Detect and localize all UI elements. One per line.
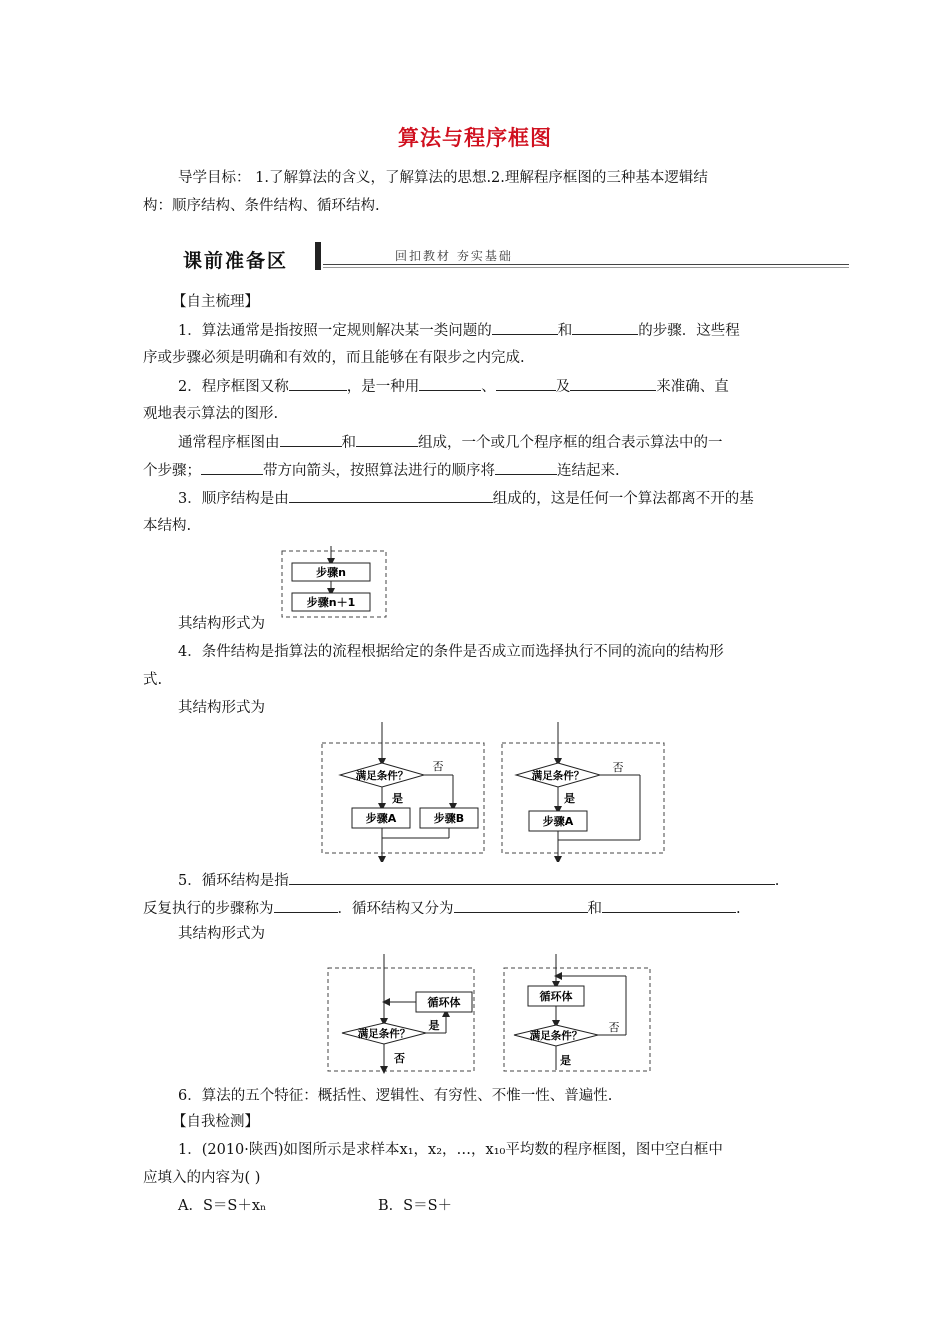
blank	[201, 460, 263, 475]
blank	[570, 376, 656, 391]
text: 和	[557, 323, 573, 339]
text: 和	[341, 435, 356, 451]
item-2b-line-2	[143, 460, 620, 481]
no-label: 否	[608, 1021, 620, 1034]
step-n-label: 步骤n	[316, 566, 346, 579]
step-a-label: 步骤A	[365, 812, 397, 825]
item-5-line-1	[178, 870, 779, 891]
blank	[492, 320, 558, 335]
banner-rule-thin	[323, 267, 849, 268]
banner-box	[177, 242, 321, 270]
banner-subtitle: 回扣教材 夯实基础	[395, 249, 513, 263]
dashed-frame	[322, 743, 484, 853]
condition-label: 满足条件？	[355, 770, 409, 782]
condition-label: 满足条件？	[357, 1028, 411, 1040]
question-1-line-1: 1．(2010·陕西)如图所示是求样本x₁，x₂，…，x₁₀平均数的程序框图，图中空白框中	[178, 1142, 723, 1158]
item-4-line-2: 式.	[143, 672, 163, 688]
item-5-line-2	[143, 898, 741, 919]
yes-label: 是	[564, 792, 575, 805]
blank	[289, 870, 775, 885]
item-5-form: 其结构形式为	[178, 926, 265, 942]
question-1-line-2: 应填入的内容为( )	[143, 1170, 261, 1186]
loop-structure-diagram-while	[326, 952, 478, 1074]
text: .	[736, 901, 741, 917]
goal-line-2: 构：顺序结构、条件结构、循环结构.	[143, 198, 380, 214]
yes-label: 是	[560, 1054, 571, 1067]
text: 组成，一个或几个程序框的组合表示算法中的一	[418, 435, 723, 451]
text: 连结起来.	[557, 463, 620, 479]
item-3-line-1	[178, 488, 754, 509]
no-label: 否	[612, 761, 624, 774]
item-2b-line-1	[178, 432, 723, 453]
section-heading-self-review: 【自主梳理】	[172, 294, 259, 310]
question-1-option-b: B．S＝S＋	[378, 1198, 453, 1214]
step-n-plus-1-label: 步骤n＋1	[306, 596, 356, 609]
item-3-line-2: 本结构.	[143, 518, 192, 534]
goal-line-1: 导学目标： 1.了解算法的含义，了解算法的思想.2.理解程序框图的三种基本逻辑结	[178, 170, 708, 186]
text: 及	[555, 379, 571, 395]
condition-structure-diagram-two-branch	[320, 722, 488, 862]
text: 通常程序框图由	[178, 435, 280, 451]
banner-title: 课前准备区	[183, 250, 289, 272]
text: 个步骤；	[143, 463, 201, 479]
yes-label: 是	[428, 1019, 440, 1032]
loop-structure-diagram-until	[502, 952, 654, 1074]
condition-label: 满足条件？	[531, 770, 585, 782]
item-3-form: 其结构形式为	[178, 616, 265, 632]
item-4-form: 其结构形式为	[178, 700, 265, 716]
blank	[289, 488, 493, 503]
loop-body-label: 循环体	[539, 990, 573, 1003]
text: 5．循环结构是指	[178, 873, 289, 889]
blank	[289, 376, 347, 391]
text: 的步骤．这些程	[638, 323, 740, 339]
condition-structure-diagram-one-branch	[500, 722, 668, 862]
banner-rule	[323, 264, 849, 265]
text: ．循环结构又分为	[337, 901, 454, 917]
text: 组成的，这是任何一个算法都离不开的基	[492, 491, 754, 507]
text: .	[774, 873, 780, 889]
blank	[356, 432, 418, 447]
blank	[495, 460, 557, 475]
step-b-label: 步骤B	[433, 812, 465, 825]
step-a-label: 步骤A	[542, 815, 574, 828]
item-1-line-2: 序或步骤必须是明确和有效的，而且能够在有限步之内完成.	[143, 350, 525, 366]
no-label: 否	[394, 1052, 405, 1065]
text: 反复执行的步骤称为	[143, 901, 274, 917]
no-label: 否	[432, 760, 444, 773]
condition-label: 满足条件？	[529, 1030, 583, 1042]
loop-body-label: 循环体	[427, 996, 461, 1009]
page-title: 算法与程序框图	[398, 125, 552, 150]
question-1-option-a: A．S＝S＋xₙ	[178, 1198, 267, 1214]
text: 和	[587, 901, 602, 917]
section-banner	[177, 240, 849, 276]
yes-label: 是	[392, 792, 403, 805]
blank	[274, 898, 338, 913]
sequence-structure-diagram	[280, 546, 390, 620]
text: 来准确、直	[656, 379, 729, 395]
text: 带方向箭头，按照算法进行的顺序将	[263, 463, 495, 479]
text: 1．算法通常是指按照一定规则解决某一类问题的	[178, 323, 492, 339]
blank	[454, 898, 588, 913]
blank	[602, 898, 736, 913]
item-2-line-1	[178, 376, 729, 397]
blank	[419, 376, 481, 391]
text: 、	[481, 379, 496, 395]
text: ，是一种用	[346, 379, 420, 395]
blank	[496, 376, 556, 391]
text: 3．顺序结构是由	[178, 491, 289, 507]
item-2-line-2: 观地表示算法的图形.	[143, 406, 279, 422]
item-1-line-1	[178, 320, 740, 341]
item-6: 6．算法的五个特征：概括性、逻辑性、有穷性、不惟一性、普遍性.	[178, 1088, 613, 1104]
text: 2．程序框图又称	[178, 379, 289, 395]
dashed-frame	[504, 968, 650, 1071]
item-4-line-1: 4．条件结构是指算法的流程根据给定的条件是否成立而选择执行不同的流向的结构形	[178, 644, 724, 660]
blank	[572, 320, 638, 335]
blank	[280, 432, 342, 447]
section-heading-self-test: 【自我检测】	[172, 1114, 259, 1130]
